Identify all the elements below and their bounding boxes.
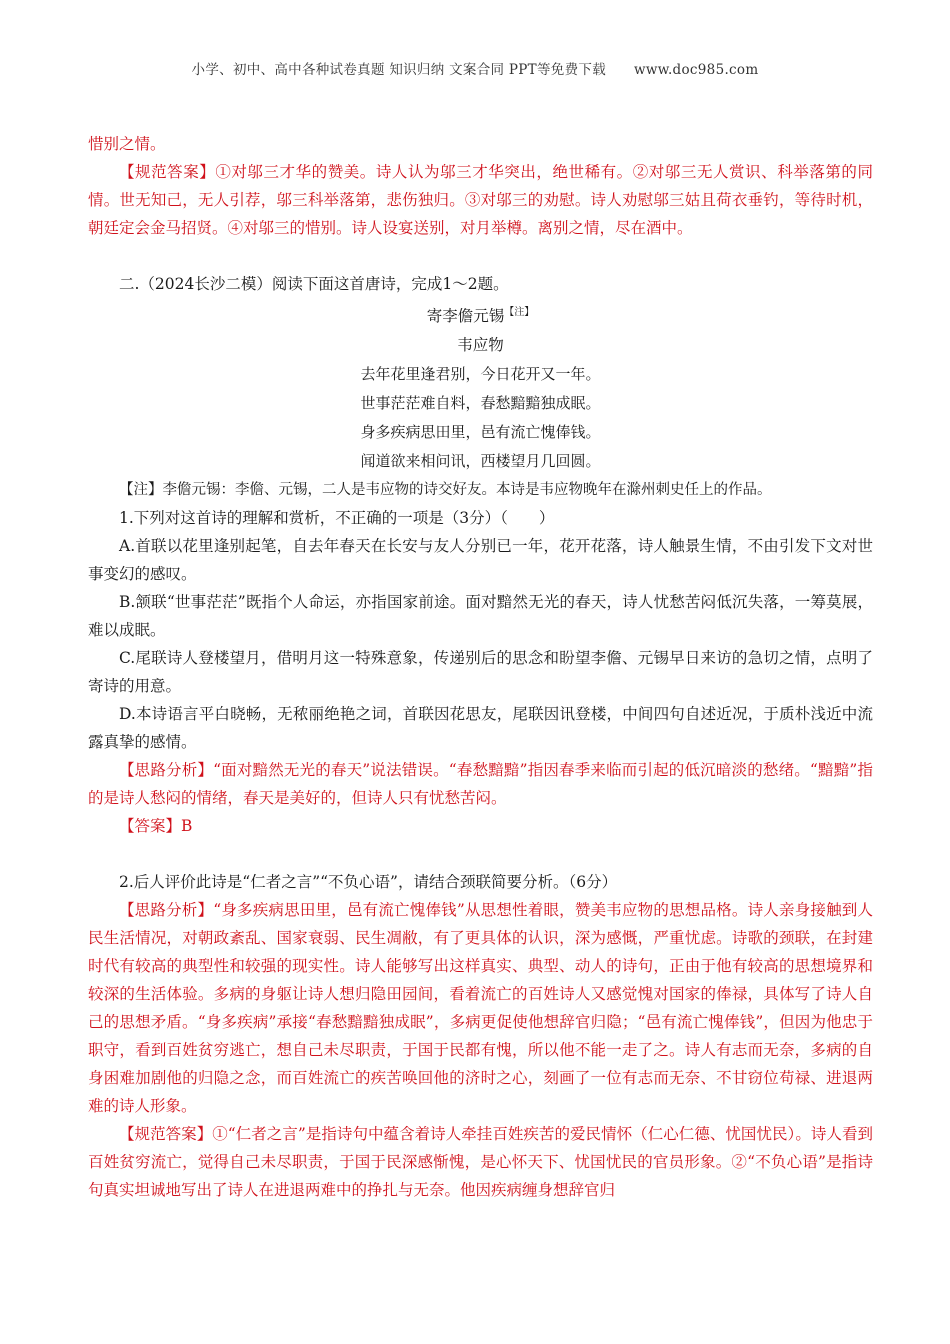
header-url[interactable]: www.doc985.com: [634, 62, 759, 78]
header-text: 小学、初中、高中各种试卷真题 知识归纳 文案合同 PPT等免费下载: [191, 62, 606, 78]
q1-answer: 【答案】B: [119, 817, 193, 836]
poem-title-note: 【注】: [504, 307, 535, 318]
poem-line: 闻道欲来相问讯，西楼望月几回圆。: [360, 452, 601, 471]
q1-stem: 1.下列对这首诗的理解和赏析，不正确的一项是（3分）（ ）: [119, 509, 555, 528]
q2-stem: 2.后人评价此诗是“仁者之言”“不负心语”，请结合颈联简要分析。（6分）: [119, 873, 618, 892]
poem-line: 去年花里逢君别，今日花开又一年。: [360, 365, 601, 384]
part2-intro: 二.（2024长沙二模）阅读下面这首唐诗，完成1～2题。: [119, 275, 509, 293]
q1-option-b: B.颔联“世事茫茫”既指个人命运，亦指国家前途。面对黯然无光的春天，诗人忧愁苦闷低沉失落，一筹莫展，难以成眠。: [88, 593, 873, 640]
poem-title: [88, 298, 873, 331]
page-header: [0, 58, 950, 78]
q1-option-c: C.尾联诗人登楼望月，借明月这一特殊意象，传递别后的思念和盼望李儋、元锡早日来访的急切之情，点明了寄诗的用意。: [88, 649, 873, 696]
part1-tail: 惜别之情。: [88, 135, 166, 153]
poem-author: 韦应物: [457, 336, 504, 355]
poem-line: 身多疾病思田里，邑有流亡愧俸钱。: [360, 423, 601, 442]
poem-line: 世事茫茫难自料，春愁黯黯独成眠。: [360, 394, 601, 413]
part1-answer: 【规范答案】①对邬三才华的赞美。诗人认为邬三才华突出，绝世稀有。②对邬三无人赏识、科举落第的同情。世无知己，无人引荐，邬三科举落第，悲伤独归。③对邬三的劝慰。诗人劝慰邬三姑且荷衣垂钓，等待时机，朝廷定会金马招贤。④对邬三的惜别。诗人设宴送别，对月举樽。离别之情，尽在酒中。: [88, 163, 873, 237]
q1-analysis: 【思路分析】“面对黯然无光的春天”说法错误。“春愁黯黯”指因春季来临而引起的低沉暗淡的愁绪。“黯黯”指的是诗人愁闷的情绪，春天是美好的，但诗人只有忧愁苦闷。: [88, 761, 873, 808]
poem-title-text: 寄李儋元锡: [426, 307, 505, 326]
document-body: [88, 130, 873, 1204]
q1-option-a: A.首联以花里逢别起笔，自去年春天在长安与友人分别已一年，花开花落，诗人触景生情，不由引发下文对世事变幻的感叹。: [88, 537, 873, 584]
q2-answer: 【规范答案】①“仁者之言”是指诗句中蕴含着诗人牵挂百姓疾苦的爱民情怀（仁心仁德、忧国忧民）。诗人看到百姓贫穷流亡，觉得自己未尽职责，于国于民深感惭愧，是心怀天下、忧国忧民的官员形象。②“不负心语”是指诗句真实坦诚地写出了诗人在进退两难中的挣扎与无奈。他因疾病缠身想辞官归: [88, 1125, 873, 1200]
poem-note: 【注】李儋元锡：李儋、元锡，二人是韦应物的诗交好友。本诗是韦应物晚年在滁州刺史任上的作品。: [119, 482, 772, 499]
q1-option-d: D.本诗语言平白晓畅，无秾丽绝艳之词，首联因花思友，尾联因讯登楼，中间四句自述近况，于质朴浅近中流露真挚的感情。: [88, 705, 873, 752]
q2-analysis: 【思路分析】“身多疾病思田里，邑有流亡愧俸钱”从思想性着眼，赞美韦应物的思想品格。诗人亲身接触到人民生活情况，对朝政紊乱、国家衰弱、民生凋敝，有了更具体的认识，深为感慨，严重忧虑。诗歌的颈联，在封建时代有较高的典型性和较强的现实性。诗人能够写出这样真实、典型、动人的诗句，正由于他有较高的思想境界和较深的生活体验。多病的身躯让诗人想归隐田园间，看着流亡的百姓诗人又感觉愧对国家的俸禄，具体写了诗人自己的思想矛盾。“身多疾病”承接“春愁黯黯独成眠”，多病更促使他想辞官归隐；“邑有流亡愧俸钱”，但因为他忠于职守，看到百姓贫穷逃亡，想自己未尽职责，于国于民都有愧，所以他不能一走了之。诗人有志而无奈，多病的自身困难加剧他的归隐之念，而百姓流亡的疾苦唤回他的济时之心，刻画了一位有志而无奈、不甘窃位苟禄、进退两难的诗人形象。: [88, 901, 873, 1116]
